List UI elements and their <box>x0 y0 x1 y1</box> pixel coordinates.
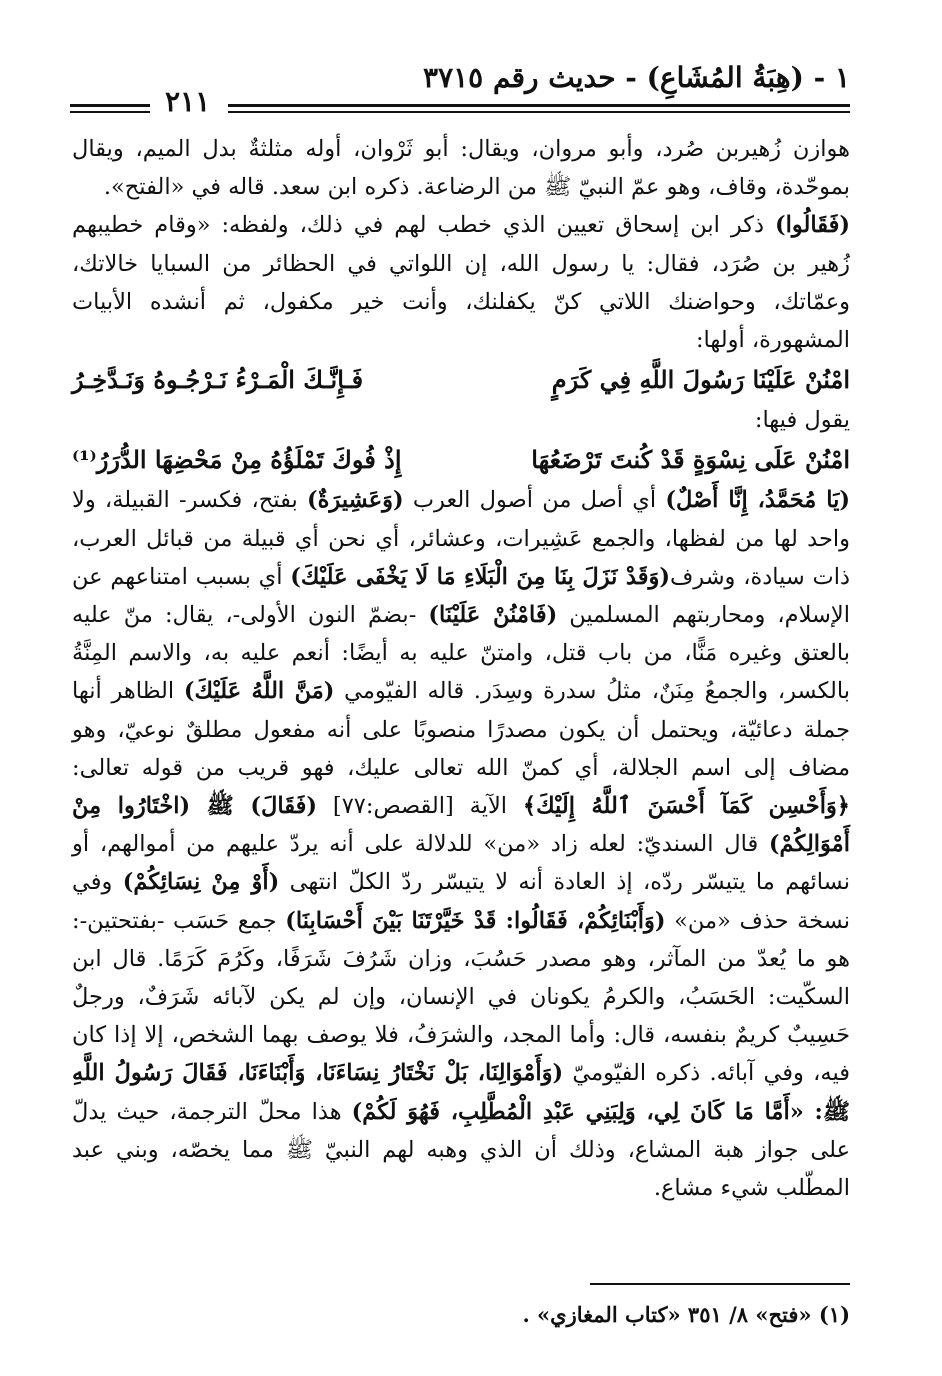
verse-1 <box>72 359 850 401</box>
header-rule-left-thin <box>70 111 150 113</box>
footnote: (١) «فتح» ٨/ ٣٥١ «كتاب المغازي» . <box>522 1302 850 1327</box>
quote-run: (وَأَبْنَائِكُمْ، فَقَالُوا: قَدْ خَيَّرْتَنَا بَيْنَ أَحْسَابِنَا) <box>285 907 666 934</box>
quote-run: (أَوْ مِنْ نِسَائِكُمْ) <box>122 869 280 896</box>
paragraph-4 <box>72 481 850 1207</box>
paragraph-1: هوازن زُهيربن صُرد، وأبو مروان، ويقال: أبو ثَرْوان، أوله مثلثةٌ بدل الميم، ويقال بموحّدة، وقاف، وهو عمّ النبيّ ﷺ من الرضاعة. ذكره ابن سعد. قاله في «الفتح». <box>72 136 850 201</box>
header-rule <box>228 104 850 107</box>
quote-run: (وَعَشِيرَةٌ) <box>306 487 404 514</box>
verse-2 <box>72 439 850 481</box>
header-title: ١ - (هِبَةُ المُشَاعِ) - حديث رقم ٣٧١٥ <box>423 61 850 94</box>
text-run: -بضمّ النون الأولى-، يقال: منّ عليه بالعتق وغيره مَنًّا، من باب قتل، وامتنّ عليه به أيضًا: أنعم عليه به، والاسم المِنَّةُ بالكسر، والجمعُ مِنَنٌ، مثلُ سدرة وسِدَر. قاله الفيّومي <box>72 602 850 705</box>
text-run: جمع حَسَب -بفتحتين-: هو ما يُعدّ من المآثر، وهو مصدر حَسُبَ، وزان شَرُفَ شَرَفًا، وكَرُمَ كَرَمًا. قال ابن السكّيت: الحَسَبُ، والكرمُ يكونان في الإنسان، وإن لم يكن لآبائه شَرَفٌ، ورجلٌ حَسِيبٌ كريمٌ بنفسه، قال: وأما المجد، والشرَفُ، فلا يوصف بهما الشخص، إلا إذا كان فيه، وفي آبائه. ذكره الفيّوميّ <box>72 907 850 1087</box>
quote-lead: (فَقَالُوا) <box>774 212 850 239</box>
header-rule-thin <box>228 111 850 113</box>
text-run: هذا محلّ الترجمة، حيث يدلّ على جواز هبة المشاع، وذلك أن الذي وهبه لهم النبيّ ﷺ مما يخصّه، وبني عبد المطّلب شيء مشاع. <box>72 1098 850 1202</box>
text-run: أي بسبب امتناعهم عن الإسلام، ومحاربتهم المسلمين <box>72 563 850 629</box>
quote-lead: (يَا مُحَمَّدُ، إِنَّا أَصْلٌ) <box>665 487 850 514</box>
text-run: الآية [القصص:٧٧] <box>317 793 523 820</box>
header-rule-left <box>70 104 150 107</box>
text-run: بفتح، فكسر- القبيلة، ولا واحد لها من لفظها، والجمع عَشِيرات، وعشائر، أي نحن أي قبيلة من قبائل العرب، ذات سيادة، وشرف <box>72 487 851 590</box>
verse-1-first-hemistich: امْنُنْ عَلَيْنَا رَسُولَ اللَّهِ فِي كَرَمٍ <box>551 365 850 395</box>
quote-run: (وَأَمْوَالِنَا، بَلْ نَخْتَارُ نِسَاءَنَا، وَأَبْنَاءَنَا، فَقَالَ رَسُولُ اللَّهِ ﷺ: «أَمَّا مَا كَانَ لِي، وَلِبَنِي عَبْدِ الْمُطَّلِبِ، فَهُوَ لَكُمْ) <box>72 1060 850 1125</box>
quote-run: (فَامْنُنْ عَلَيْنَا) <box>428 602 558 629</box>
text-run: قال السنديّ: لعله زاد «من» للدلالة على أنه يردّ عليهم من أموالهم، أو نسائهم ما يتيسّر ردّه، إذ العادة أنه لا يتيسّر ردّ الكلّ انتهى <box>72 831 850 896</box>
main-text <box>72 130 850 1207</box>
paragraph-2 <box>72 206 850 359</box>
quote-run: (وَقَدْ نَزَلَ بِنَا مِنَ الْبَلَاءِ مَا لَا يَخْفَى عَلَيْكَ) <box>290 563 670 590</box>
page-number: ٢١١ <box>165 85 211 118</box>
quran-quote: ﴿وَأَحْسِن كَمَآ أَحْسَنَ ٱللَّهُ إِلَيْكَ﴾ <box>522 793 850 820</box>
text-run: أي أصل من أصول العرب <box>403 487 666 514</box>
quote-run: (فَقَالَ) ﷺ (اخْتَارُوا مِنْ أَمْوَالِكُمْ) <box>72 793 850 858</box>
footnote-separator <box>590 1283 850 1285</box>
quote-run: (مَنَّ اللَّهُ عَلَيْكَ) <box>183 678 335 705</box>
paragraph-2-text: ذكر ابن إسحاق تعيين الذي خطب لهم في ذلك، ولفظه: «وقام خطيبهم زُهير بن صُرَد، فقال: يا رسول الله، إن اللواتي في الحظائر من السبايا خالاتك، وعمّاتك، وحواضنك اللاتي كنّ يكفلنك، وأنت خير مكفول، ثم أنشده الأبيات المشهورة، أولها: <box>72 212 850 354</box>
verse-1-second-hemistich: فَـإِنَّـكَ الْمَـرْءُ نَـرْجُـوهُ وَنَـدَّخِـرُ <box>72 365 364 395</box>
verse-2-first-hemistich: امْنُنْ عَلَى نِسْوَةٍ قَدْ كُنتَ تَرْضَعُهَا <box>531 445 850 475</box>
text-run: الظاهر أنها جملة دعائيّة، ويحتمل أن يكون مصدرًا منصوبًا على أنه مفعول مطلقٌ نوعيّ، وهو مضاف إلى اسم الجلالة، أي كمنّ الله تعالى عليك، فهو قريب من قوله تعالى: <box>72 678 850 781</box>
text-run: وفي نسخة حذف «من» <box>72 869 850 934</box>
verse-2-second-hemistich: إِذْ فُوكَ تَمْلَؤُهُ مِنْ مَحْضِهَا الدُّرَرُ⁽¹⁾ <box>72 445 402 475</box>
paragraph-3: يقول فيها: <box>754 407 850 434</box>
